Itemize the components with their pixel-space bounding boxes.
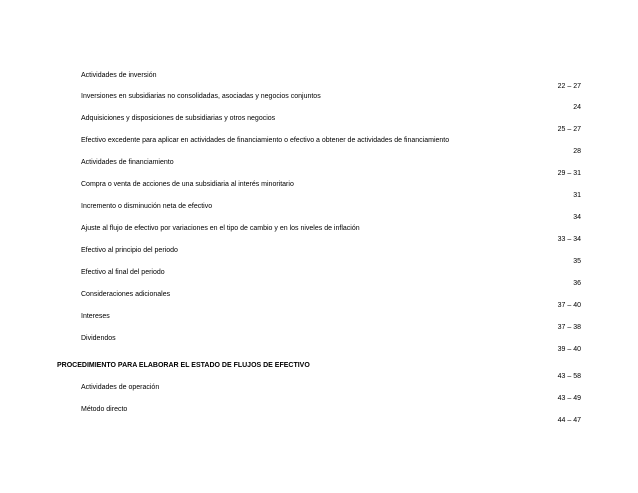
toc-entry-label: Dividendos xyxy=(81,335,116,342)
toc-entry-label: Efectivo excedente para aplicar en actividades de financiamiento o efectivo a obtener de actividades de financiamiento xyxy=(81,137,450,144)
toc-entry-efectivo-excedente xyxy=(0,136,638,158)
toc-entry-efectivo-principio xyxy=(0,246,638,268)
toc-entry-page: 43 – 58 xyxy=(557,373,581,380)
toc-entry-page: 28 xyxy=(573,148,581,155)
toc-entry-label: Actividades de inversión xyxy=(81,72,157,79)
toc-entry-page: 35 xyxy=(573,258,581,265)
toc-entry-metodo-directo xyxy=(0,405,638,427)
toc-entry-actividades-operacion xyxy=(0,383,638,405)
toc-entry-label: Adquisiciones y disposiciones de subsidiarias y otros negocios xyxy=(81,115,276,122)
toc-entry-inversiones-subsidiarias xyxy=(0,92,638,114)
toc-entry-intereses xyxy=(0,312,638,334)
toc-entry-label: Consideraciones adicionales xyxy=(81,291,171,298)
toc-section-heading: PROCEDIMIENTO PARA ELABORAR EL ESTADO DE FLUJOS DE EFECTIVO xyxy=(57,362,310,369)
toc-entry-label: Efectivo al principio del periodo xyxy=(81,247,178,254)
toc-entry-page: 36 xyxy=(573,280,581,287)
toc-entry-page: 39 – 40 xyxy=(557,346,581,353)
toc-entry-label: Incremento o disminución neta de efectivo xyxy=(81,203,213,210)
toc-entry-page: 25 – 27 xyxy=(557,126,581,133)
toc-entry-page: 29 – 31 xyxy=(557,170,581,177)
toc-entry-consideraciones xyxy=(0,290,638,312)
toc-section-procedimiento xyxy=(0,361,638,383)
toc-entry-adquisiciones xyxy=(0,114,638,136)
toc-entry-page: 34 xyxy=(573,214,581,221)
toc-entry-label: Ajuste al flujo de efectivo por variaciones en el tipo de cambio y en los niveles de inflación xyxy=(81,225,360,232)
toc-entry-incremento-disminucion xyxy=(0,202,638,224)
toc-entry-label: Intereses xyxy=(81,313,110,320)
toc-entry-page: 44 – 47 xyxy=(557,417,581,424)
toc-entry-page: 22 – 27 xyxy=(557,83,581,90)
toc-entry-label: Compra o venta de acciones de una subsidiaria al interés minoritario xyxy=(81,181,294,188)
toc-entry-label: Actividades de operación xyxy=(81,384,160,391)
toc-entry-page: 31 xyxy=(573,192,581,199)
toc-entry-page: 24 xyxy=(573,104,581,111)
toc-entry-label: Método directo xyxy=(81,406,128,413)
toc-entry-actividades-financiamiento xyxy=(0,158,638,180)
toc-entry-label: Inversiones en subsidiarias no consolidadas, asociadas y negocios conjuntos xyxy=(81,93,321,100)
toc-entry-actividades-inversion xyxy=(0,71,638,93)
toc-entry-efectivo-final xyxy=(0,268,638,290)
toc-entry-label: Actividades de financiamiento xyxy=(81,159,174,166)
toc-entry-page: 37 – 40 xyxy=(557,302,581,309)
toc-entry-compra-venta-acciones xyxy=(0,180,638,202)
toc-entry-ajuste-flujo xyxy=(0,224,638,246)
toc-entry-page: 43 – 49 xyxy=(557,395,581,402)
toc-entry-page: 33 – 34 xyxy=(557,236,581,243)
toc-entry-page: 37 – 38 xyxy=(557,324,581,331)
toc-entry-label: Efectivo al final del periodo xyxy=(81,269,165,276)
toc-entry-dividendos xyxy=(0,334,638,356)
